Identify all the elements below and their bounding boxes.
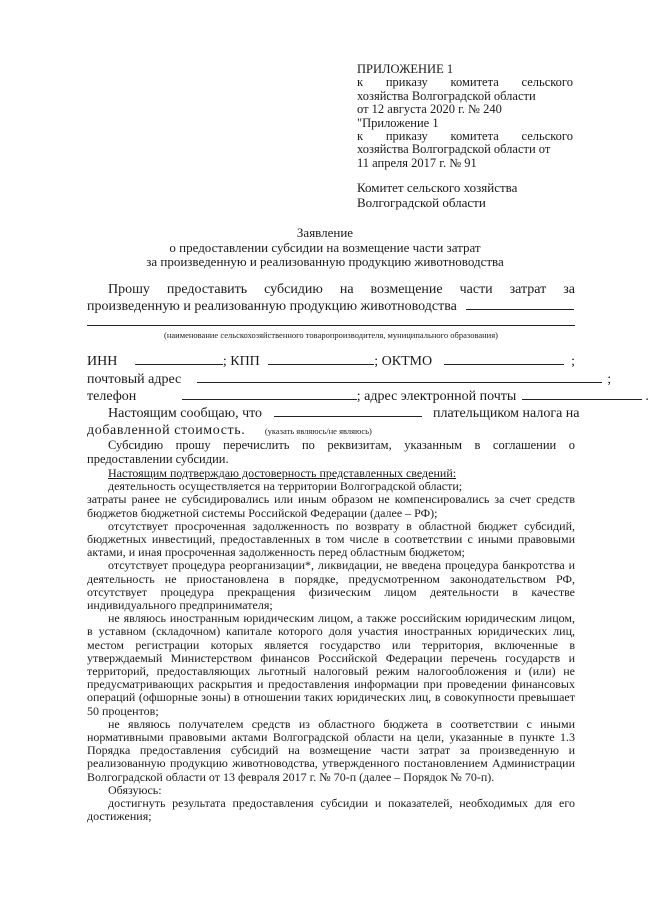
subsidy-transfer-text: Субсидию прошу перечислить по реквизитам, указанным в соглашении о предоставлении субсидии. — [87, 438, 575, 466]
appendix-line: 11 апреля 2017 г. № 91 — [357, 155, 477, 170]
appendix-block — [357, 63, 573, 170]
request-text: произведенную и реализованную продукцию животноводства — [87, 299, 457, 314]
appendix-line: от 12 августа 2020 г. № 240 — [357, 102, 502, 117]
document-title — [60, 226, 590, 270]
contact-row — [87, 388, 649, 405]
confirm-heading: Настоящим подтверждаю достоверность представленных сведений: — [108, 466, 457, 480]
email-label: ; адрес электронной почты — [356, 389, 517, 404]
address-label: почтовый адрес — [87, 372, 182, 387]
confirm-item: отсутствует просроченная задолженность по возврату в областной бюджет субсидий, бюджетных инвестиций, предоставленных в том числе в соответствии с иными правовыми актами, и иная просроченная задолженность перед областным бюджетом; — [87, 518, 575, 560]
address-field[interactable] — [197, 382, 602, 383]
kpp-label: ; КПП — [222, 354, 260, 369]
request-line-1: Прошу предоставить субсидию на возмещение части затрат за — [108, 282, 575, 297]
inn-label: ИНН — [87, 354, 118, 369]
oktmo-label: ; ОКТМО — [374, 354, 433, 369]
vat-row-1 — [108, 405, 578, 422]
appendix-line: к приказу комитета сельского — [357, 75, 573, 90]
vat-text-a: Настоящим сообщаю, что — [108, 406, 263, 421]
confirm-item: не являюсь иностранным юридическим лицом, а также российским юридическим лицом, в уставном (складочном) капитале которого доля участия иностранных юридических лиц, местом регистрации которых является государство или территория, включенные в утверждаемый Министерством финансов Российской Федерации перечень государств и территорий, предоставляющих льготный налоговый режим налогообложения и (или) не предусматривающих раскрытия и предоставления информации при проведении финансовых операций (офшорные зоны) в отношении таких юридических лиц, в совокупности превышает 50 процентов; — [87, 611, 575, 718]
addressee-line: Комитет сельского хозяйства — [357, 180, 518, 195]
confirm-item: деятельность осуществляется на территории Волгоградской области; — [108, 479, 463, 494]
semicolon: ; — [607, 372, 612, 387]
vat-status-field[interactable] — [274, 416, 422, 417]
phone-label: телефон — [87, 389, 137, 404]
addressee — [357, 180, 517, 210]
appendix-header: ПРИЛОЖЕНИЕ 1 — [357, 62, 454, 76]
semicolon: ; — [571, 354, 575, 369]
appendix-line: хозяйства Волгоградской области — [357, 88, 536, 103]
request-caption: (наименование сельскохозяйственного товаропроизводителя, муниципального образования) — [164, 330, 498, 340]
inn-field[interactable] — [135, 364, 223, 365]
addressee-line: Волгоградской области — [357, 195, 486, 210]
vat-text-b: плательщиком налога на — [433, 406, 580, 421]
address-row — [87, 371, 612, 388]
kpp-field[interactable] — [268, 364, 374, 365]
obligations-heading: Обязуюсь: — [108, 782, 162, 797]
title-line: за произведенную и реализованную продукцию животноводства — [146, 254, 504, 269]
producer-name-field[interactable] — [466, 309, 574, 310]
vat-text-c: добавленной стоимость. — [87, 423, 246, 438]
vat-caption: (указать являюсь/не являюсь) — [264, 426, 372, 436]
confirm-section — [87, 467, 575, 823]
period: . — [645, 389, 649, 404]
appendix-quote-header: "Приложение 1 — [357, 115, 439, 130]
email-field[interactable] — [522, 399, 642, 400]
phone-field[interactable] — [182, 399, 357, 400]
title-line: о предоставлении субсидии на возмещение части затрат — [169, 239, 481, 255]
producer-name-field-2[interactable] — [87, 325, 575, 326]
confirm-item: не являюсь получателем средств из областного бюджета в соответствии с иными нормативными правовыми актами Волгоградской области на цели, указанные в пункте 1.3 Порядка предоставления субсидий на возмещение части затрат за произведенную и реализованную продукцию животноводства, утвержденного постановлением Администрации Волгоградской области от 13 февраля 2017 г. № 70-п (далее – Порядок № 70-п). — [87, 716, 575, 784]
oktmo-field[interactable] — [444, 364, 564, 365]
title-line: Заявление — [296, 225, 354, 240]
id-fields-row — [87, 353, 607, 370]
request-line-2 — [87, 298, 575, 315]
appendix-line: к приказу комитета сельского — [357, 129, 573, 144]
confirm-item: отсутствует процедура реорганизации*, ликвидации, не введена процедура банкротства и деятельность не приостановлена в порядке, предусмотренном законодательством РФ, отсутствует процедура прекращения физическим лицом деятельности в качестве индивидуального предпринимателя; — [87, 558, 575, 613]
obligation-item: достигнуть результата предоставления субсидии и показателей, необходимых для его достижения; — [87, 796, 575, 824]
appendix-line: хозяйства Волгоградской области от — [357, 142, 551, 157]
confirm-item: затраты ранее не субсидировались или иным образом не компенсировались за счет средств бюджетов бюджетной системы Российской Федерации (далее – РФ); — [87, 492, 575, 520]
